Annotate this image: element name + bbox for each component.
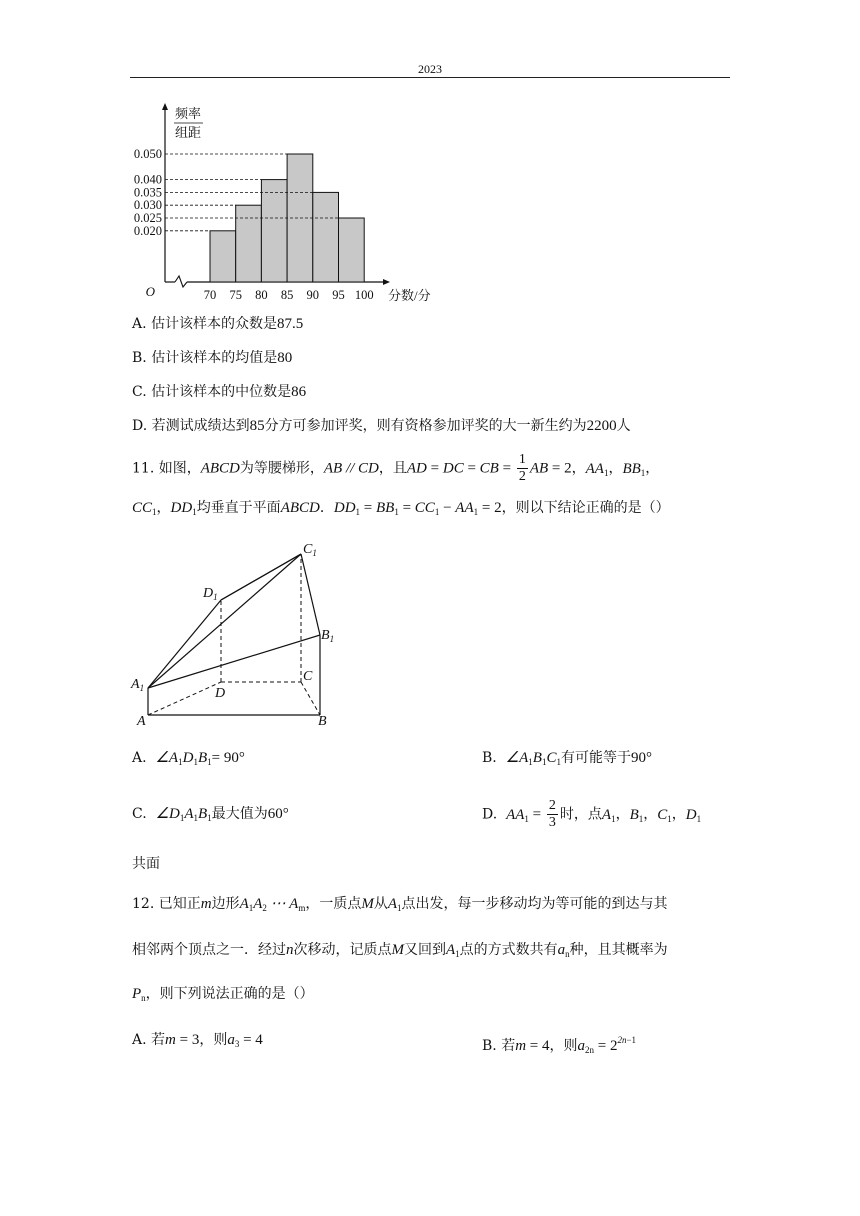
q11-stem-line1: 11. 如图，ABCD为等腰梯形，AB // CD，且AD = DC = CB = $\frac{1}{2}$ AB = 2，$AA_1$，$BB_1$， <box>132 452 660 484</box>
q11-prism-figure <box>125 535 355 735</box>
histogram-bar <box>313 192 339 282</box>
x-axis-arrow <box>383 279 390 285</box>
label-D: D <box>215 686 226 701</box>
histogram-bar <box>261 180 287 282</box>
q12-stem-line2: 相邻两个顶点之一．经过n次移动，记质点M又回到$A_1$点的方式数共有$a_n$种，且其概率为 <box>132 942 668 959</box>
edge-A1C1 <box>148 554 301 688</box>
q10-option-a: A. 估计该样本的众数是87.5 <box>132 316 304 332</box>
y-tick-label: 0.040 <box>133 172 162 187</box>
label-B1: $B_1$ <box>321 628 335 644</box>
q11-stem-line2: $CC_1$，$DD_1$均垂直于平面ABCD．$DD_1 = BB_1 = CC_1 - AA_1 = 2$，则以下结论正确的是（） <box>132 500 670 517</box>
y-tick-label: 0.035 <box>133 185 162 200</box>
y-tick-label: 0.030 <box>133 198 162 213</box>
q10-option-c: C. 估计该样本的中位数是86 <box>132 384 307 400</box>
y-tick-label: 0.020 <box>133 223 162 238</box>
histogram-bar <box>210 231 236 282</box>
q11-option-b: B. $\angle A_1B_1C_1$有可能等于90° <box>482 750 652 767</box>
x-tick-label: 95 <box>332 288 345 302</box>
x-tick-label: 85 <box>280 288 294 302</box>
q12-stem-line3: $P_n$，则下列说法正确的是（） <box>132 986 314 1003</box>
y-axis-label-bottom: 组距 <box>175 125 202 140</box>
page-header: 2023 <box>418 62 442 76</box>
x-tick-label: 80 <box>255 288 268 302</box>
label-B: B <box>318 714 327 729</box>
histogram-chart <box>120 100 560 305</box>
header-rule <box>130 77 730 78</box>
x-tick-label: 70 <box>203 288 217 302</box>
q12-stem-line1: 12. 已知正m边形$A_1A_2$ ⋯ $A_m$，一质点M从$A_1$点出发，每一步移动均为等可能的到达与其 <box>132 896 668 913</box>
x-tick-label: 100 <box>354 288 374 302</box>
y-axis-arrow <box>162 103 168 110</box>
q10-option-b: B. 估计该样本的均值是80 <box>132 350 293 366</box>
x-tick-label: 90 <box>306 288 320 302</box>
q12-option-b: B. 若m = 4，则$a_{2n} = 2^{2n-1}$ <box>482 1035 637 1055</box>
label-A: A <box>137 714 146 729</box>
axis-break <box>175 276 187 287</box>
edge-CB <box>301 682 320 715</box>
origin-label: O <box>145 284 155 299</box>
q11-option-d: D. $AA_1$ = $\frac{2}{3}$ 时，点$A_1$，$B_1$，$C_1$，$D_1$ <box>482 798 702 830</box>
q11-option-a: A. $\angle A_1D_1B_1= 90^\circ$ <box>132 750 245 767</box>
y-tick-label: 0.025 <box>133 211 162 225</box>
y-axis-label-top: 频率 <box>175 106 202 121</box>
x-tick-label: 75 <box>229 288 242 302</box>
edge-C1B1 <box>301 554 320 635</box>
label-A1: $A_1$ <box>131 677 145 693</box>
x-axis-label: 分数/分 <box>388 288 431 303</box>
histogram-bar <box>339 218 365 282</box>
label-C: C <box>303 669 313 684</box>
q12-option-a: A. 若m = 3，则$a_3 = 4$ <box>132 1032 263 1049</box>
q10-option-d: D. 若测试成绩达到85分方可参加评奖，则有资格参加评奖的大一新生约为2200人 <box>132 418 631 434</box>
label-D1: $D_1$ <box>203 586 218 602</box>
histogram-bar <box>236 205 262 282</box>
edge-D1C1b <box>221 554 301 600</box>
edge-AD <box>148 682 221 715</box>
q11-option-c: C. $\angle D_1A_1B_1$最大值为60° <box>132 806 289 823</box>
label-C1: $C_1$ <box>303 542 317 558</box>
edge-A1B1 <box>148 635 320 688</box>
q11-option-d-cont: 共面 <box>132 856 160 872</box>
edge-A1D1 <box>148 600 221 688</box>
y-tick-label: 0.050 <box>133 147 162 161</box>
